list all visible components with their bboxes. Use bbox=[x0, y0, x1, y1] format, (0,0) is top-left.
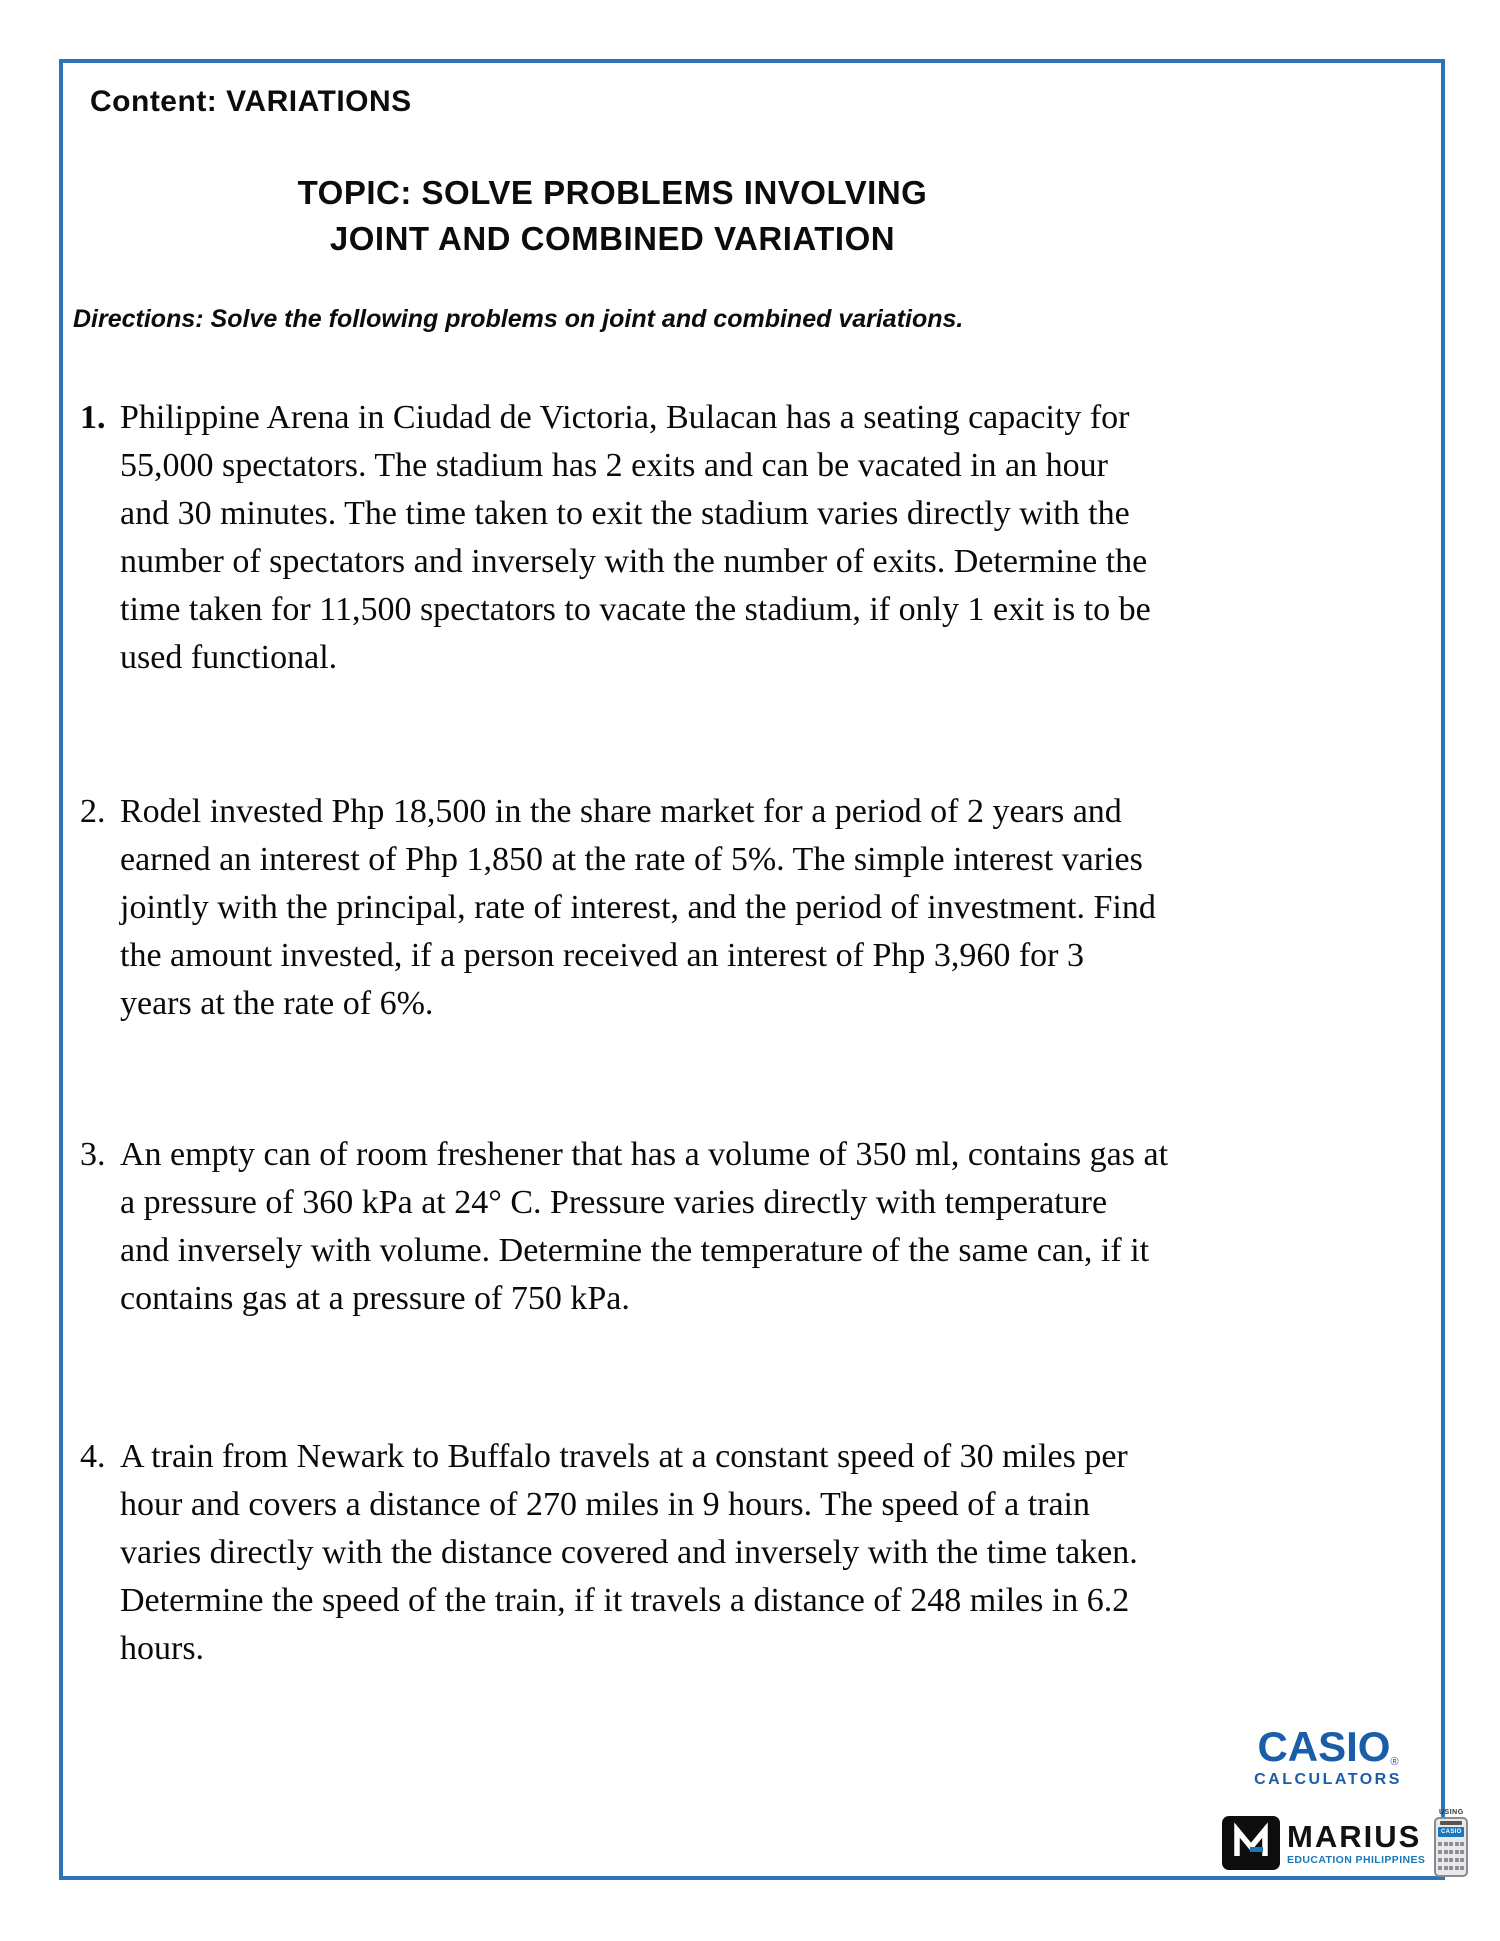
problem-text bbox=[120, 1131, 1410, 1323]
calculator-using-label: USING bbox=[1438, 1809, 1464, 1816]
topic-line-1: TOPIC: SOLVE PROBLEMS INVOLVING bbox=[297, 174, 928, 211]
problem-number: 1. bbox=[80, 399, 106, 436]
problem-line: jointly with the principal, rate of interest, and the period of investment. Find bbox=[120, 889, 1156, 926]
problem-number: 3. bbox=[80, 1136, 106, 1173]
problem-item bbox=[80, 394, 1420, 682]
problem-line: hour and covers a distance of 270 miles in 9 hours. The speed of a train bbox=[120, 1486, 1090, 1523]
topic-line-2: JOINT AND COMBINED VARIATION bbox=[329, 220, 896, 257]
problem-line: earned an interest of Php 1,850 at the rate of 5%. The simple interest varies bbox=[120, 841, 1143, 878]
marius-m-icon bbox=[1228, 1822, 1274, 1864]
calculator-brand-label: CASIO bbox=[1438, 1827, 1464, 1837]
problem-item bbox=[80, 788, 1420, 1028]
calculator-solar-strip bbox=[1440, 1821, 1462, 1825]
problem-line: A train from Newark to Buffalo travels at a constant speed of 30 miles per bbox=[120, 1438, 1128, 1475]
problem-line: years at the rate of 6%. bbox=[120, 985, 434, 1022]
casio-brand-text: CASIO bbox=[1257, 1723, 1391, 1770]
problem-text bbox=[120, 788, 1410, 1028]
marius-text-block bbox=[1287, 1818, 1426, 1866]
marius-badge bbox=[1222, 1816, 1280, 1870]
problem-line: An empty can of room freshener that has a volume of 350 ml, contains gas at bbox=[120, 1136, 1169, 1173]
marius-logo bbox=[1222, 1809, 1470, 1877]
casio-brand-line bbox=[1243, 1723, 1413, 1770]
calculator-keys bbox=[1438, 1839, 1464, 1873]
problem-line: contains gas at a pressure of 750 kPa. bbox=[120, 1280, 630, 1317]
problem-line: number of spectators and inversely with the number of exits. Determine the bbox=[120, 543, 1148, 580]
problem-line: 55,000 spectators. The stadium has 2 exits and can be vacated in an hour bbox=[120, 447, 1108, 484]
casio-subtitle: CALCULATORS bbox=[1254, 1771, 1402, 1788]
problem-text bbox=[120, 394, 1410, 682]
casio-logo bbox=[1243, 1723, 1413, 1789]
problem-line: the amount invested, if a person received an interest of Php 3,960 for 3 bbox=[120, 937, 1085, 974]
calculator-icon bbox=[1432, 1809, 1470, 1877]
problem-number: 4. bbox=[80, 1438, 106, 1475]
problem-number: 2. bbox=[80, 793, 106, 830]
problem-line: Philippine Arena in Ciudad de Victoria, Bulacan has a seating capacity for bbox=[120, 399, 1130, 436]
content-label: Content: VARIATIONS bbox=[90, 85, 412, 118]
problem-item bbox=[80, 1131, 1420, 1323]
problem-line: and 30 minutes. The time taken to exit the stadium varies directly with the bbox=[120, 495, 1130, 532]
problem-text bbox=[120, 1433, 1410, 1673]
topic-title bbox=[75, 170, 1150, 262]
marius-subtitle: EDUCATION PHILIPPINES bbox=[1287, 1853, 1426, 1866]
problem-line: Rodel invested Php 18,500 in the share market for a period of 2 years and bbox=[120, 793, 1122, 830]
problem-line: varies directly with the distance covered and inversely with the time taken. bbox=[120, 1534, 1138, 1571]
directions-text: Directions: Solve the following problems on joint and combined variations. bbox=[73, 305, 964, 333]
problem-line: hours. bbox=[120, 1630, 205, 1667]
calculator-body bbox=[1434, 1817, 1468, 1877]
problem-line: time taken for 11,500 spectators to vacate the stadium, if only 1 exit is to be bbox=[120, 591, 1151, 628]
problem-line: used functional. bbox=[120, 639, 338, 676]
registered-mark-icon: ® bbox=[1390, 1756, 1399, 1768]
marius-brand-text: MARIUS bbox=[1287, 1818, 1422, 1854]
problem-line: Determine the speed of the train, if it travels a distance of 248 miles in 6.2 bbox=[120, 1582, 1130, 1619]
problem-line: and inversely with volume. Determine the temperature of the same can, if it bbox=[120, 1232, 1150, 1269]
problem-line: a pressure of 360 kPa at 24° C. Pressure varies directly with temperature bbox=[120, 1184, 1108, 1221]
problem-item bbox=[80, 1433, 1420, 1673]
